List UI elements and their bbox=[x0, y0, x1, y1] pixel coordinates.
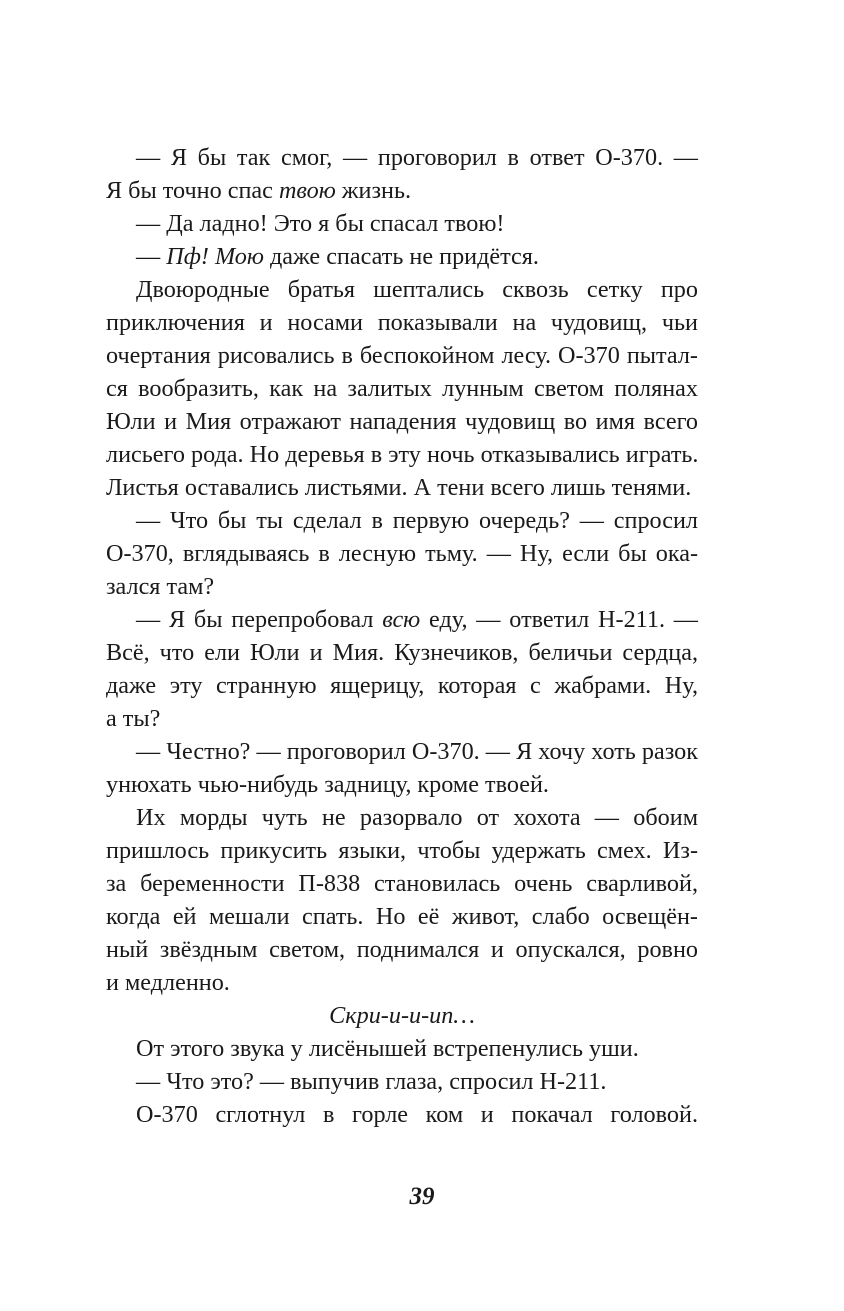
text-line bbox=[106, 1098, 698, 1131]
text-line bbox=[106, 1032, 698, 1065]
text-run: унюхать чью-нибудь задницу, кроме твоей. bbox=[106, 771, 549, 798]
text-line bbox=[106, 636, 698, 669]
text-run: — Что это? — выпучив глаза, спросил Н-211. bbox=[136, 1068, 607, 1095]
emphasis-text: твою bbox=[278, 177, 336, 204]
text-line bbox=[106, 735, 698, 768]
text-run: еду, — ответил Н-211. — bbox=[420, 606, 698, 633]
text-run: когда ей мешали спать. Но её живот, слабо освещён- bbox=[106, 903, 698, 930]
text-run: — Я бы перепробовал bbox=[136, 606, 383, 633]
text-line bbox=[106, 702, 698, 735]
text-run: лисьего рода. Но деревья в эту ночь отказывались играть. bbox=[106, 441, 699, 468]
text-line bbox=[106, 207, 698, 240]
text-run: — bbox=[136, 243, 167, 270]
text-run: Двоюродные братья шептались сквозь сетку про bbox=[136, 276, 698, 303]
text-line bbox=[106, 405, 698, 438]
text-run: даже спасать не придётся. bbox=[263, 243, 539, 270]
text-line bbox=[106, 570, 698, 603]
page-number: 39 bbox=[409, 1183, 435, 1210]
text-line bbox=[106, 834, 698, 867]
text-run: пришлось прикусить языки, чтобы удержать смех. Из- bbox=[106, 837, 698, 864]
text-run: От этого звука у лисёнышей встрепенулись уши. bbox=[136, 1035, 639, 1062]
text-line bbox=[106, 174, 698, 207]
text-run: Юли и Мия отражают нападения чудовищ во имя всего bbox=[106, 408, 698, 435]
text-run: Листья оставались листьями. А тени всего лишь тенями. bbox=[106, 474, 692, 501]
text-line bbox=[106, 1065, 698, 1098]
text-line bbox=[106, 372, 698, 405]
text-run: ный звёздным светом, поднимался и опускался, ровно bbox=[106, 936, 698, 963]
text-line bbox=[106, 900, 698, 933]
text-run: Их морды чуть не разорвало от хохота — обоим bbox=[136, 804, 698, 831]
text-run: — Что бы ты сделал в первую очередь? — спросил bbox=[136, 507, 698, 534]
text-line bbox=[106, 471, 698, 504]
text-line bbox=[106, 438, 698, 471]
text-line bbox=[106, 306, 698, 339]
text-line bbox=[106, 240, 698, 273]
text-line bbox=[106, 537, 698, 570]
text-run: очертания рисовались в беспокойном лесу. О-370 пытал- bbox=[106, 342, 698, 369]
text-run: — Я бы так смог, — проговорил в ответ О-370. — bbox=[136, 144, 698, 171]
text-line bbox=[106, 603, 698, 636]
text-run: Я бы точно спас bbox=[106, 177, 279, 204]
text-line bbox=[106, 504, 698, 537]
text-run: за беременности П-838 становилась очень сварливой, bbox=[106, 870, 698, 897]
text-line bbox=[106, 933, 698, 966]
text-run: ся вообразить, как на залитых лунным светом полянах bbox=[106, 375, 698, 402]
text-run: жизнь. bbox=[335, 177, 412, 204]
text-run: даже эту странную ящерицу, которая с жабрами. Ну, bbox=[106, 672, 698, 699]
emphasis-text: всю bbox=[382, 606, 421, 633]
scene-sound-line bbox=[106, 999, 698, 1032]
text-run: О-370, вглядываясь в лесную тьму. — Ну, если бы ока- bbox=[106, 540, 698, 567]
text-run: приключения и носами показывали на чудовищ, чьи bbox=[106, 309, 698, 336]
text-run: Всё, что ели Юли и Мия. Кузнечиков, беличьи сердца, bbox=[106, 639, 698, 666]
text-run: зался там? bbox=[106, 573, 215, 600]
text-run: а ты? bbox=[106, 705, 161, 732]
text-run: — Честно? — проговорил О-370. — Я хочу хоть разок bbox=[136, 738, 698, 765]
text-line bbox=[106, 966, 698, 999]
emphasis-text: Пф! Мою bbox=[166, 243, 264, 270]
text-run: О-370 сглотнул в горле ком и покачал головой. bbox=[136, 1101, 698, 1128]
text-line bbox=[106, 669, 698, 702]
text-line bbox=[106, 141, 698, 174]
text-line bbox=[106, 339, 698, 372]
text-line bbox=[106, 867, 698, 900]
body-text bbox=[106, 141, 698, 1131]
text-run: — Да ладно! Это я бы спасал твою! bbox=[136, 210, 505, 237]
text-run: и медленно. bbox=[106, 969, 230, 996]
text-line bbox=[106, 273, 698, 306]
text-line bbox=[106, 768, 698, 801]
text-line bbox=[106, 801, 698, 834]
emphasis-text: Скри-и-и-ип… bbox=[329, 1002, 475, 1029]
